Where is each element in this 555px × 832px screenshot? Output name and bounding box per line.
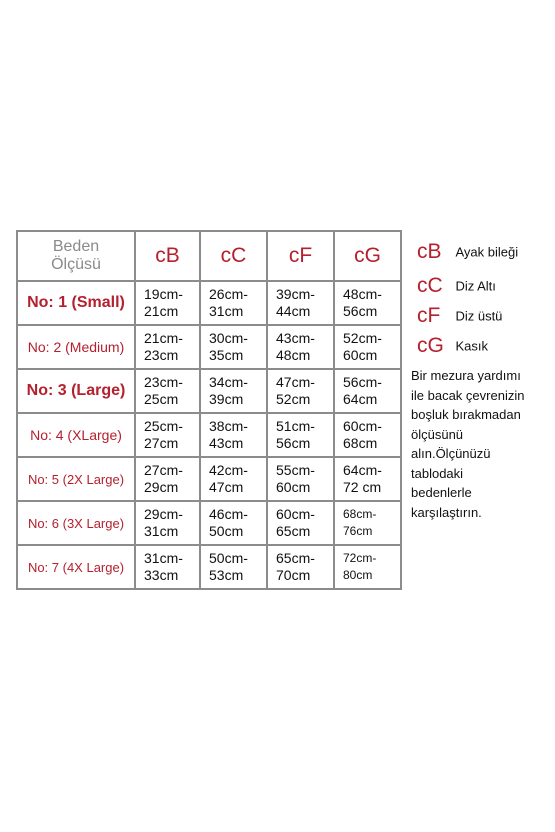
size-chart-table (16, 230, 402, 590)
instruction-line: tablodaki (411, 465, 464, 481)
size-name: No: 4 (XLarge) (17, 413, 135, 457)
measurement-cell: 56cm- 64cm (334, 369, 401, 413)
measurement-cell: 30cm- 35cm (200, 325, 267, 369)
header-code-cg: cG (334, 231, 401, 281)
table-row (17, 457, 401, 501)
measurement-cell: 26cm- 31cm (200, 281, 267, 325)
header-code-cb: cB (135, 231, 200, 281)
measurement-cell: 65cm- 70cm (267, 545, 334, 589)
instruction-line: ölçüsünü (411, 426, 464, 442)
legend-item-cc (417, 274, 496, 298)
measurement-cell: 55cm- 60cm (267, 457, 334, 501)
legend-code: cG (417, 334, 444, 357)
measurement-cell: 39cm- 44cm (267, 281, 334, 325)
header-code-cc: cC (200, 231, 267, 281)
measurement-cell: 68cm- 76cm (334, 501, 401, 545)
legend-code: cC (417, 274, 443, 297)
table-row (17, 369, 401, 413)
header-code-cf: cF (267, 231, 334, 281)
table-row (17, 501, 401, 545)
measurement-cell: 31cm- 33cm (135, 545, 200, 589)
measurement-instructions (411, 366, 551, 522)
size-name: No: 1 (Small) (17, 281, 135, 325)
measurement-cell: 34cm- 39cm (200, 369, 267, 413)
instruction-line: bedenlerle (411, 485, 472, 500)
instruction-line: alın.Ölçünüzü (411, 446, 491, 461)
instruction-line: boşluk bırakmadan (411, 407, 521, 422)
legend-label: Diz üstü (455, 308, 503, 324)
legend-code: cF (417, 304, 441, 327)
size-name: No: 2 (Medium) (17, 325, 135, 369)
measurement-cell: 43cm- 48cm (267, 325, 334, 369)
size-name: No: 7 (4X Large) (17, 545, 135, 589)
measurement-cell: 38cm- 43cm (200, 413, 267, 457)
measurement-cell: 52cm- 60cm (334, 325, 401, 369)
measurement-cell: 19cm- 21cm (135, 281, 200, 325)
legend-label: Ayak bileği (455, 244, 519, 260)
table-row (17, 545, 401, 589)
header-size-label (17, 231, 135, 281)
table-row (17, 325, 401, 369)
measurement-cell: 21cm- 23cm (135, 325, 200, 369)
size-name: No: 3 (Large) (17, 369, 135, 413)
measurement-cell: 25cm- 27cm (135, 413, 200, 457)
legend-code: cB (417, 240, 442, 263)
measurement-cell: 60cm- 68cm (334, 413, 401, 457)
table-row (17, 413, 401, 457)
instruction-line: Bir mezura yardımı (411, 368, 521, 383)
header-label-line2: Ölçüsü (51, 256, 101, 273)
measurement-cell: 50cm- 53cm (200, 545, 267, 589)
legend-item-cf (417, 304, 502, 328)
table-row (17, 281, 401, 325)
legend-label: Diz Altı (455, 278, 496, 294)
measurement-cell: 23cm- 25cm (135, 369, 200, 413)
table-header-row (17, 231, 401, 281)
instruction-line: karşılaştırın. (411, 504, 482, 520)
measurement-cell: 60cm- 65cm (267, 501, 334, 545)
measurement-cell: 42cm- 47cm (200, 457, 267, 501)
legend-label: Kasık (455, 338, 488, 354)
size-name: No: 6 (3X Large) (17, 501, 135, 545)
size-name: No: 5 (2X Large) (17, 457, 135, 501)
measurement-cell: 48cm- 56cm (334, 281, 401, 325)
instruction-line: ile bacak çevrenizin (411, 387, 525, 403)
legend-item-cg (417, 334, 488, 358)
measurement-cell: 46cm- 50cm (200, 501, 267, 545)
measurement-cell: 29cm- 31cm (135, 501, 200, 545)
legend-item-cb (417, 240, 518, 264)
measurement-cell: 27cm- 29cm (135, 457, 200, 501)
measurement-cell: 51cm- 56cm (267, 413, 334, 457)
measurement-cell: 72cm- 80cm (334, 545, 401, 589)
header-label-line1: Beden (52, 238, 100, 255)
measurement-cell: 64cm- 72 cm (334, 457, 401, 501)
measurement-cell: 47cm- 52cm (267, 369, 334, 413)
